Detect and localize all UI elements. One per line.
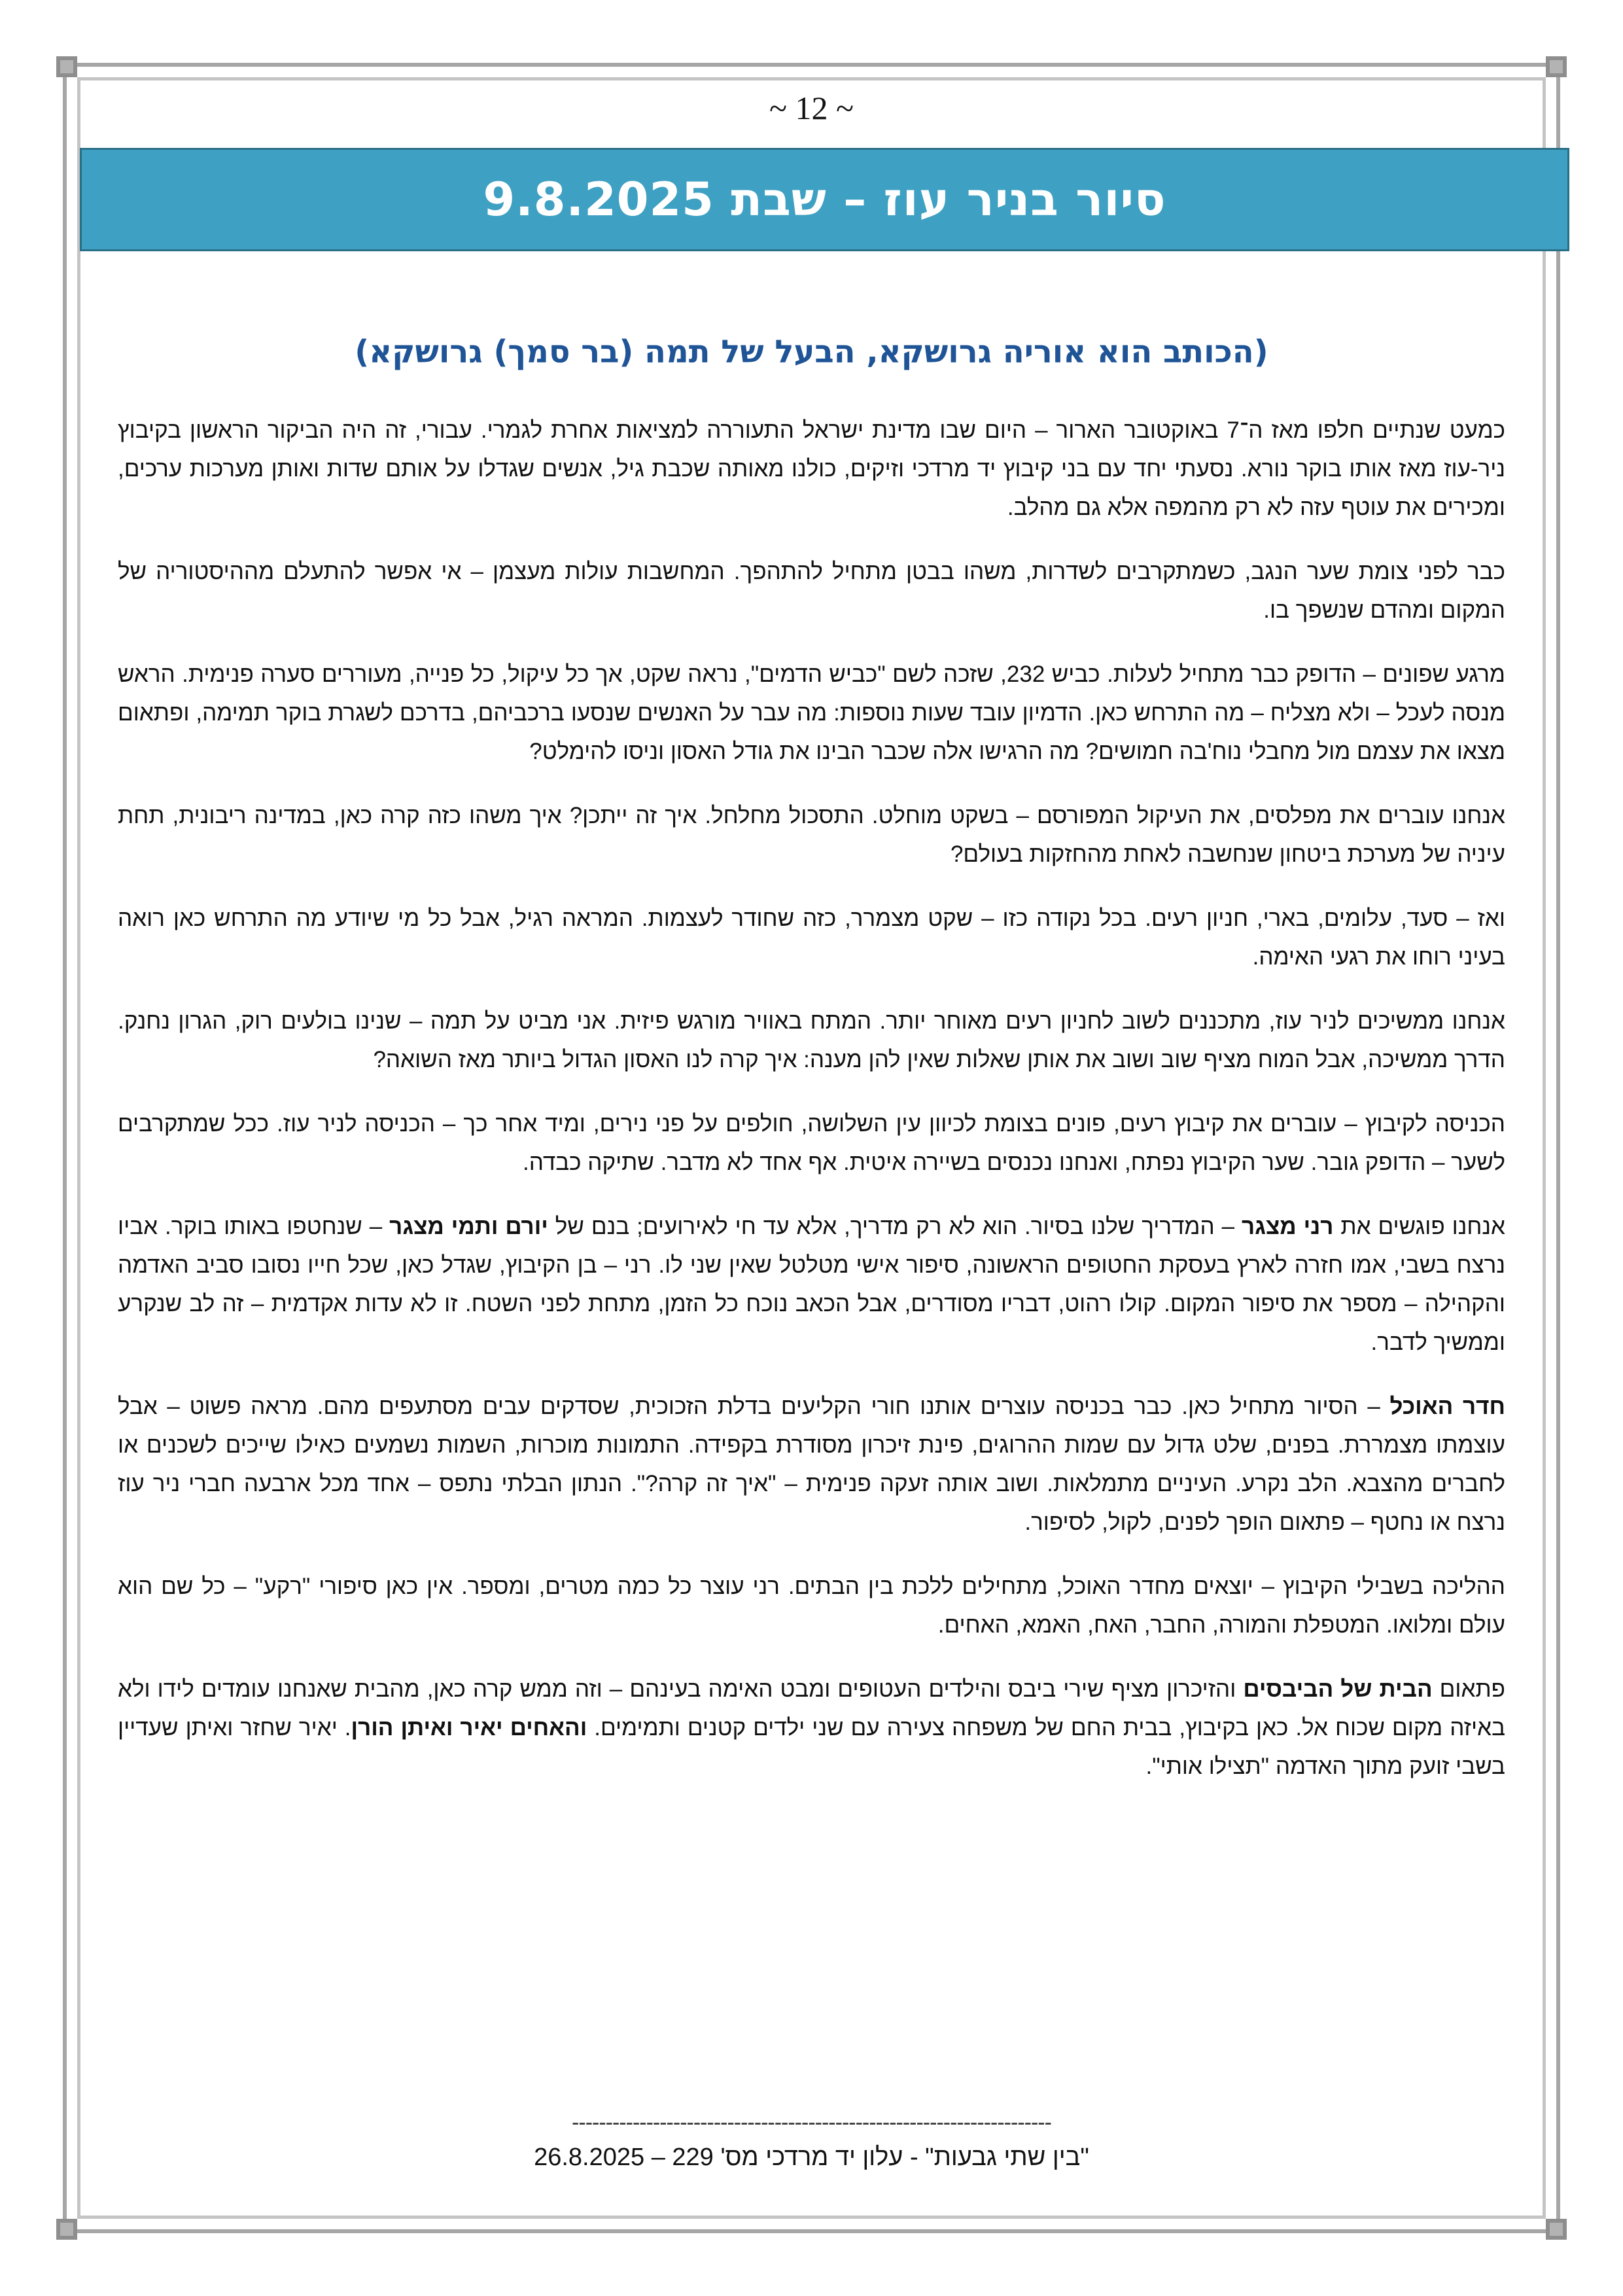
paragraph-text: מרגע שפונים – הדופק כבר מתחיל לעלות. כביש 232, שזכה לשם "כביש הדמים", נראה שקט, אך כל עיקול, כל פנייה, מעוררים סערה פנימית. הראש מנסה לעכל – ולא מצליח – מה התרחש כאן. הדמיון עובד שעות נוספות: מה עבר על האנשים שנסעו ברכביהם, בדרכם לשגרת בוקר תמימה, ופתאום מצאו את עצמם מול מחבלי נוח'בה חמושים? מה הרגישו אלה שכבר הבינו את גודל האסון וניסו להימלט?: [118, 662, 1505, 764]
article-paragraph: [118, 552, 1505, 629]
article-paragraph: [118, 1104, 1505, 1182]
paragraph-text: אנחנו פוגשים את: [1333, 1214, 1506, 1239]
article-paragraph: [118, 655, 1505, 771]
paragraph-text: ההליכה בשבילי הקיבוץ – יוצאים מחדר האוכל, מתחילים ללכת בין הבתים. רני עוצר כל כמה מטרים, ומספר. אין כאן סיפורי "רקע" – כל שם הוא עולם ומלואו. המטפלת והמורה, החבר, האח, האמא, האחים.: [118, 1574, 1505, 1638]
article-body: [118, 411, 1505, 1811]
bold-name: חדר האוכל: [1389, 1394, 1505, 1419]
title-banner: [80, 148, 1569, 251]
bold-name: הבית של הביבסים: [1243, 1676, 1433, 1702]
border-corner-bottom-right: [1546, 2219, 1567, 2240]
paragraph-text: הכניסה לקיבוץ – עוברים את קיבוץ רעים, פונים בצומת לכיוון עין השלושה, חולפים על פני נירים, ומיד אחר כך – הכניסה לניר עוז. ככל שמתקרבים לשער – הדופק גובר. שער הקיבוץ נפתח, ואנחנו נכנסים בשיירה איטית. אף אחד לא מדבר. שתיקה כבדה.: [118, 1111, 1505, 1175]
paragraph-text: והזיכרון מציף שירי ביבס והילדים העטופים ומבט האימה בעינהם – וזה ממש קרה כאן, מהבית שאנחנו עומדים לידו ולא באיזה מקום שכוח אל. כאן בקיבוץ, בבית החם של משפחה צעירה עם שני ילדים קטנים ותמימים.: [118, 1676, 1505, 1740]
bold-name: רני מצגר: [1242, 1214, 1334, 1239]
paragraph-text: אנחנו ממשיכים לניר עוז, מתכננים לשוב לחניון רעים מאוחר יותר. המתח באוויר מורגש פיזית. אני מביט על תמה – שנינו בולעים רוק, הגרון נחנק. הדרך ממשיכה, אבל המוח מציף שוב ושוב את אותן שאלות שאין להן מענה: איך קרה לנו האסון הגדול ביותר מאז השואה?: [118, 1008, 1505, 1072]
page-title: סיור בניר עוז – שבת 9.8.2025: [483, 173, 1166, 226]
article-paragraph: [118, 1670, 1505, 1786]
footer-divider: -----------------------------------------------------------------------: [572, 2110, 1051, 2135]
paragraph-text: . יאיר שחזר ואיתן שעדיין בשבי זועק מתוך האדמה "תצילו אותי".: [118, 1715, 1505, 1779]
page-number: ~ 12 ~: [769, 90, 854, 126]
border-corner-bottom-left: [56, 2219, 77, 2240]
article-paragraph: [118, 1567, 1505, 1644]
paragraph-text: אנחנו עוברים את מפלסים, את העיקול המפורסם – בשקט מוחלט. התסכול מחלחל. איך זה ייתכן? איך משהו כזה קרה כאן, במדינה ריבונית, תחת עיניה של מערכת ביטחון שנחשבה לאחת מהחזקות בעולם?: [118, 803, 1505, 867]
paragraph-text: – שנחטפו באותו בוקר. אביו נרצח בשבי, אמו חזרה לארץ בעסקת החטופים הראשונה, סיפור אישי מטלטל שאין שני לו. רני – בן הקיבוץ, שגדל כאן, שכל חייו נסובו סביב האדמה והקהילה – מספר את סיפור המקום. קולו רהוט, דבריו מסודרים, אבל הכאב נוכח כל הזמן, מתחת לפני השטח. זו לא עדות אקדמית – זה לב שנקרע וממשיך לדבר.: [118, 1214, 1505, 1355]
paragraph-text: פתאום: [1432, 1676, 1505, 1702]
bold-name: יורם ותמי מצגר: [389, 1214, 548, 1239]
bold-name: והאחים יאיר ואיתן הורן: [351, 1715, 587, 1740]
article-paragraph: [118, 796, 1505, 874]
paragraph-text: כבר לפני צומת שער הנגב, כשמתקרבים לשדרות, משהו בבטן מתחיל להתהפך. המחשבות עולות מעצמן – אי אפשר להתעלם מההיסטוריה של המקום ומהדם שנשפך בו.: [118, 559, 1505, 623]
article-paragraph: [118, 1207, 1505, 1362]
paragraph-text: כמעט שנתיים חלפו מאז ה־7 באוקטובר הארור – היום שבו מדינת ישראל התעוררה למציאות אחרת לגמרי. עבורי, זה היה הביקור הראשון בקיבוץ ניר-עוז מאז אותו בוקר נורא. נסעתי יחד עם בני קיבוץ יד מרדכי וזיקים, כולנו מאותה שכבת גיל, אנשים שגדלו על אותם שדות ואותן מערכות ערכים, ומכירים את עוטף עזה לא רק מהמפה אלא גם מהלב.: [118, 417, 1505, 520]
paragraph-text: – הסיור מתחיל כאן. כבר בכניסה עוצרים אותנו חורי הקליעים בדלת הזכוכית, שסדקים עבים מסתעפים מהם. מראה פשוט – אבל עוצמתו מצמררת. בפנים, שלט גדול עם שמות ההרוגים, פינת זיכרון מסודרת בקפידה. התמונות מוכרות, השמות נשמעים כאילו שייכים לשכנים או לחברים מהצבא. הלב נקרע. העיניים מתמלאות. ושוב אותה זעקה פנימית – "איך זה קרה?". הנתון הבלתי נתפס – אחד מכל ארבעה חברי ניר עוז נרצח או נחטף – פתאום הופך לפנים, לקול, לסיפור.: [118, 1394, 1505, 1535]
article-paragraph: [118, 1387, 1505, 1542]
author-subtitle: (הכותב הוא אוריה גרושקא, הבעל של תמה (בר סמך) גרושקא): [355, 334, 1268, 370]
paragraph-text: – המדריך שלנו בסיור. הוא לא רק מדריך, אלא עד חי לאירועים; בנם של: [548, 1214, 1242, 1239]
footer-publication-line: "בין שתי גבעות" - עלון יד מרדכי מס' 229 – 26.8.2025: [534, 2144, 1089, 2171]
article-paragraph: [118, 411, 1505, 527]
border-corner-top-right: [1546, 56, 1567, 77]
article-paragraph: [118, 899, 1505, 976]
paragraph-text: ואז – סעד, עלומים, בארי, חניון רעים. בכל נקודה כזו – שקט מצמרר, כזה שחודר לעצמות. המראה רגיל, אבל כל מי שיודע מה התרחש כאן רואה בעיני רוחו את רגעי האימה.: [118, 906, 1505, 970]
border-corner-top-left: [56, 56, 77, 77]
article-paragraph: [118, 1002, 1505, 1079]
